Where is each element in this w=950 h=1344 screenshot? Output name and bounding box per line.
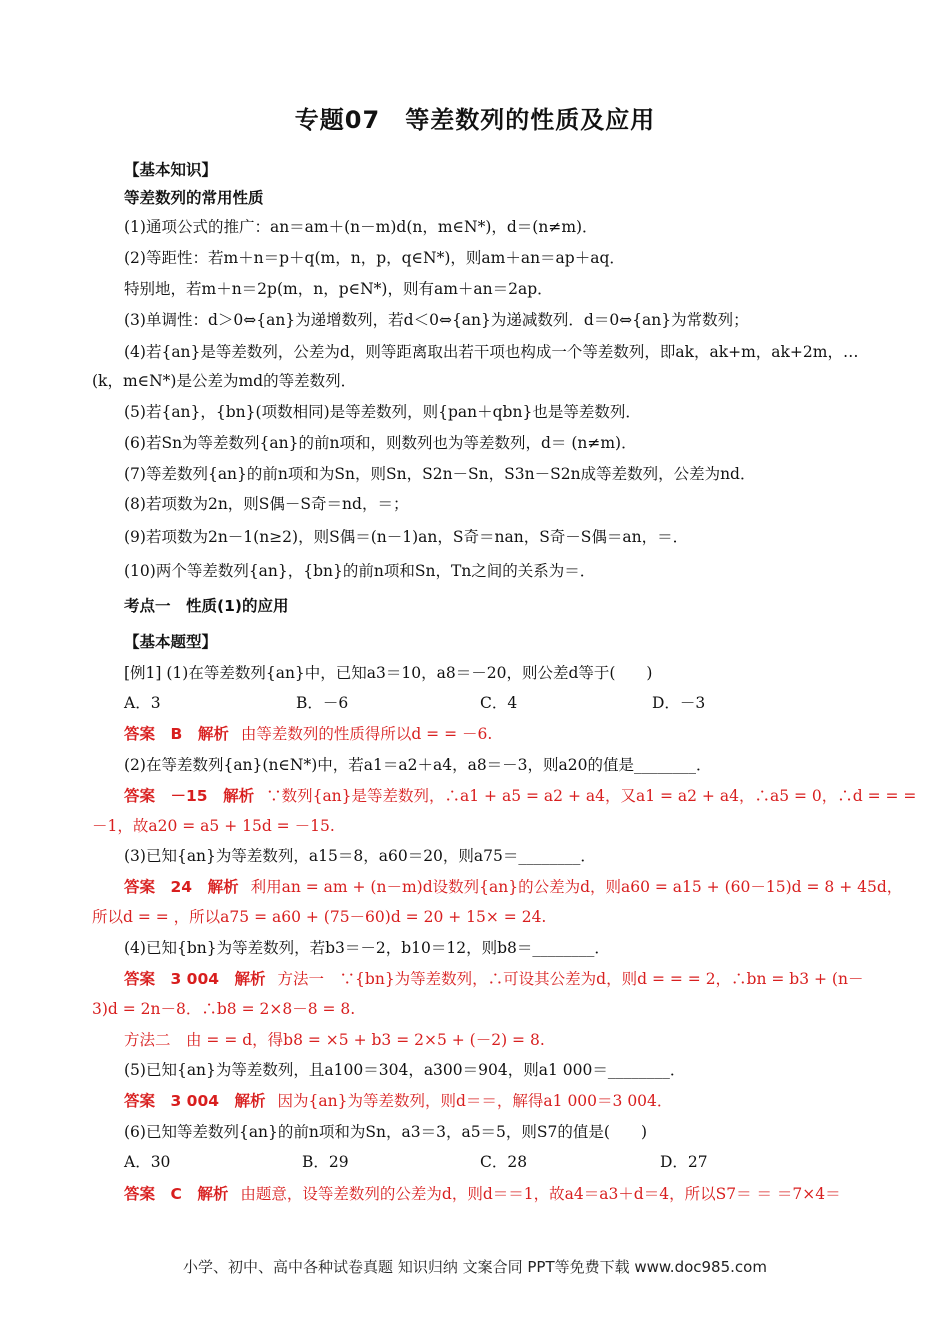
section-basic-types: 【基本题型】: [124, 633, 218, 651]
example-1-q2: (2)在等差数列{an}(n∈N*)中，若a1＝a2＋a4，a8＝－3，则a20的值是________．: [124, 756, 712, 774]
q1-option-b: B．－6: [296, 694, 349, 712]
example-1-q4: (4)已知{bn}为等差数列，若b3＝－2，b10＝12，则b8＝________．: [124, 939, 610, 957]
q4-answer-tag: 答案 3 004 解析: [124, 970, 266, 988]
q1-option-d: D．－3: [652, 694, 706, 712]
property-10: (10)两个等差数列{an}，{bn}的前n项和Sn，Tn之间的关系为＝．: [124, 562, 596, 580]
q5-answer-text: 因为{an}为等差数列，则d＝＝，解得a1 000＝3 004．: [277, 1092, 673, 1110]
q1-answer: [124, 724, 864, 744]
property-4: (4)若{an}是等差数列，公差为d，则等距离取出若干项也构成一个等差数列，即ak，ak+m，ak+2m，…: [124, 343, 859, 361]
q1-option-c: C．4: [480, 694, 518, 712]
property-3: (3)单调性：d＞0⇔{an}为递增数列，若d＜0⇔{an}为递减数列．d＝0⇔{an}为常数列；: [124, 311, 749, 329]
property-8: (8)若项数为2n，则S偶－S奇＝nd，＝；: [124, 495, 409, 513]
example-1-q5: (5)已知{an}为等差数列，且a100＝304，a300＝904，则a1 000＝________．: [124, 1061, 686, 1079]
q6-answer: [124, 1184, 864, 1204]
q2-answer-cont: －1，故a20 = a5 + 15d = －15.: [92, 817, 335, 835]
q6-answer-tag: 答案 C 解析: [124, 1185, 229, 1203]
q4-answer: [124, 969, 864, 989]
example-1-q3: (3)已知{an}为等差数列，a15＝8，a60＝20，则a75＝________．: [124, 847, 596, 865]
q6-option-c: C．28: [480, 1153, 528, 1171]
property-6: (6)若Sn为等差数列{an}的前n项和，则数列也为等差数列，d＝ (n≠m)．: [124, 434, 637, 452]
q2-answer-tag: 答案 －15 解析: [124, 787, 255, 805]
property-2-special: 特别地，若m＋n＝2p(m，n，p∈N*)，则有am＋an＝2ap．: [124, 280, 553, 298]
page-footer: 小学、初中、高中各种试卷真题 知识归纳 文案合同 PPT等免费下载 www.doc985.com: [183, 1258, 767, 1276]
property-7: (7)等差数列{an}的前n项和为Sn，则Sn，S2n－Sn，S3n－S2n成等差数列，公差为nd．: [124, 465, 756, 483]
example-1-q1: [例1] (1)在等差数列{an}中，已知a3＝10，a8＝－20，则公差d等于( ): [124, 664, 653, 682]
q6-option-a: A．30: [124, 1153, 171, 1171]
q6-option-d: D．27: [660, 1153, 708, 1171]
property-1: (1)通项公式的推广：an＝am＋(n－m)d(n，m∈N*)，d＝(n≠m)．: [124, 218, 598, 236]
q5-answer-tag: 答案 3 004 解析: [124, 1092, 266, 1110]
q4-answer-method2: 方法二 由 = = d，得b8 = ×5 + b3 = 2×5 + (－2) = 8.: [124, 1031, 545, 1049]
property-9: (9)若项数为2n－1(n≥2)，则S偶＝(n－1)an，S奇＝nan，S奇－S偶＝an，＝．: [124, 528, 689, 546]
q6-answer-text: 由题意，设等差数列的公差为d，则d＝＝1，故a4＝a3＋d＝4，所以S7＝ ＝ ＝7×4＝: [240, 1185, 841, 1203]
q6-option-b: B．29: [302, 1153, 349, 1171]
section-basic-knowledge: 【基本知识】: [124, 161, 218, 179]
subtitle-properties: 等差数列的常用性质: [124, 189, 264, 207]
page-title: 专题07 等差数列的性质及应用: [294, 106, 656, 134]
q2-answer: [124, 786, 917, 806]
q2-answer-text: ∵数列{an}是等差数列，∴a1 + a5 = a2 + a4，又a1 = a2 + a4，∴a5 = 0，∴d = = =: [266, 787, 917, 805]
q3-answer-cont: 所以d = = ，所以a75 = a60 + (75－60)d = 20 + 15× = 24.: [92, 908, 547, 926]
property-4-cont: (k，m∈N*)是公差为md的等差数列．: [92, 372, 357, 390]
property-2: (2)等距性：若m＋n＝p＋q(m，n，p，q∈N*)，则am＋an＝ap＋aq．: [124, 249, 625, 267]
property-5: (5)若{an}，{bn}(项数相同)是等差数列，则{pan＋qbn}也是等差数列．: [124, 403, 641, 421]
kaodian-heading: 考点一 性质(1)的应用: [124, 597, 289, 615]
q3-answer-text: 利用an = am + (n－m)d设数列{an}的公差为d，则a60 = a15 + (60－15)d = 8 + 45d，: [250, 878, 903, 896]
q4-answer-cont: 3)d = 2n－8．∴b8 = 2×8－8 = 8.: [92, 1000, 356, 1018]
q1-option-a: A．3: [124, 694, 161, 712]
q3-answer-tag: 答案 24 解析: [124, 878, 239, 896]
q5-answer: [124, 1091, 864, 1111]
q1-answer-text: 由等差数列的性质得所以d = = －6.: [240, 725, 493, 743]
q4-answer-text: 方法一 ∵{bn}为等差数列，∴可设其公差为d，则d = = = 2，∴bn = b3 + (n－: [277, 970, 864, 988]
q3-answer: [124, 877, 903, 897]
example-1-q6: (6)已知等差数列{an}的前n项和为Sn，a3＝3，a5＝5，则S7的值是( ): [124, 1123, 647, 1141]
q1-answer-tag: 答案 B 解析: [124, 725, 229, 743]
